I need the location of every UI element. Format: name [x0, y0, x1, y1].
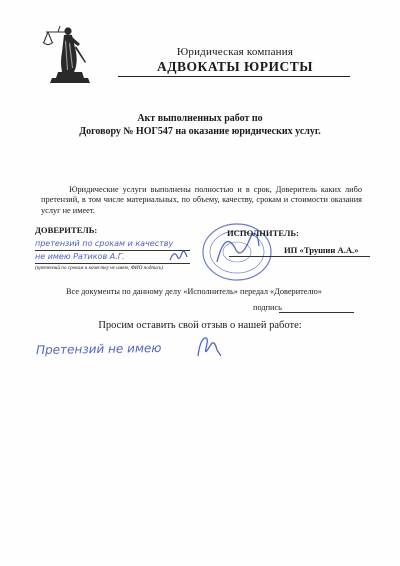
title-line-2: Договору № НОГ547 на оказание юридических услуг. — [79, 125, 321, 137]
contractor-signature-line — [229, 256, 370, 257]
company-block — [120, 46, 350, 75]
header-divider — [118, 76, 350, 77]
feedback-signature-mark — [195, 334, 223, 360]
company-name: АДВОКАТЫ ЮРИСТЫ — [157, 59, 313, 74]
contractor-name: ИП «Трушин А.А.» — [284, 245, 359, 255]
signature-label: подпись — [253, 303, 282, 312]
document-title — [0, 113, 400, 138]
principal-handwritten-line-2: не имею Ратиков А.Г. — [35, 252, 125, 261]
feedback-prompt: Просим оставить свой отзыв о нашей работе: — [98, 320, 302, 331]
handwritten-feedback: Претензий не имею — [35, 340, 162, 358]
body-text: Юридические услуги выполнены полностью и в срок, Доверитель каких либо претензий, в том числе материальных, по объему, качеству, срокам и стоимости оказания услуг не имеет. — [41, 185, 362, 215]
principal-handwritten-line-1: претензий по срокам и качеству — [35, 239, 174, 248]
principal-caption: (претензий по срокам и качеству не имею, ФИО подпись) — [35, 265, 163, 271]
justice-logo — [38, 22, 94, 84]
signature-line — [279, 312, 354, 313]
principal-line-2 — [35, 263, 190, 264]
contractor-label: ИСПОЛНИТЕЛЬ: — [227, 228, 299, 238]
documents-note: Все документы по данному делу «Исполнитель» передал «Доверителю» — [66, 287, 322, 296]
principal-line-1 — [35, 250, 190, 251]
title-line-1: Акт выполненных работ по — [137, 113, 263, 124]
principal-label: ДОВЕРИТЕЛЬ: — [35, 225, 98, 235]
company-subtitle: Юридическая компания — [176, 46, 294, 58]
principal-signature-mark — [168, 248, 190, 264]
